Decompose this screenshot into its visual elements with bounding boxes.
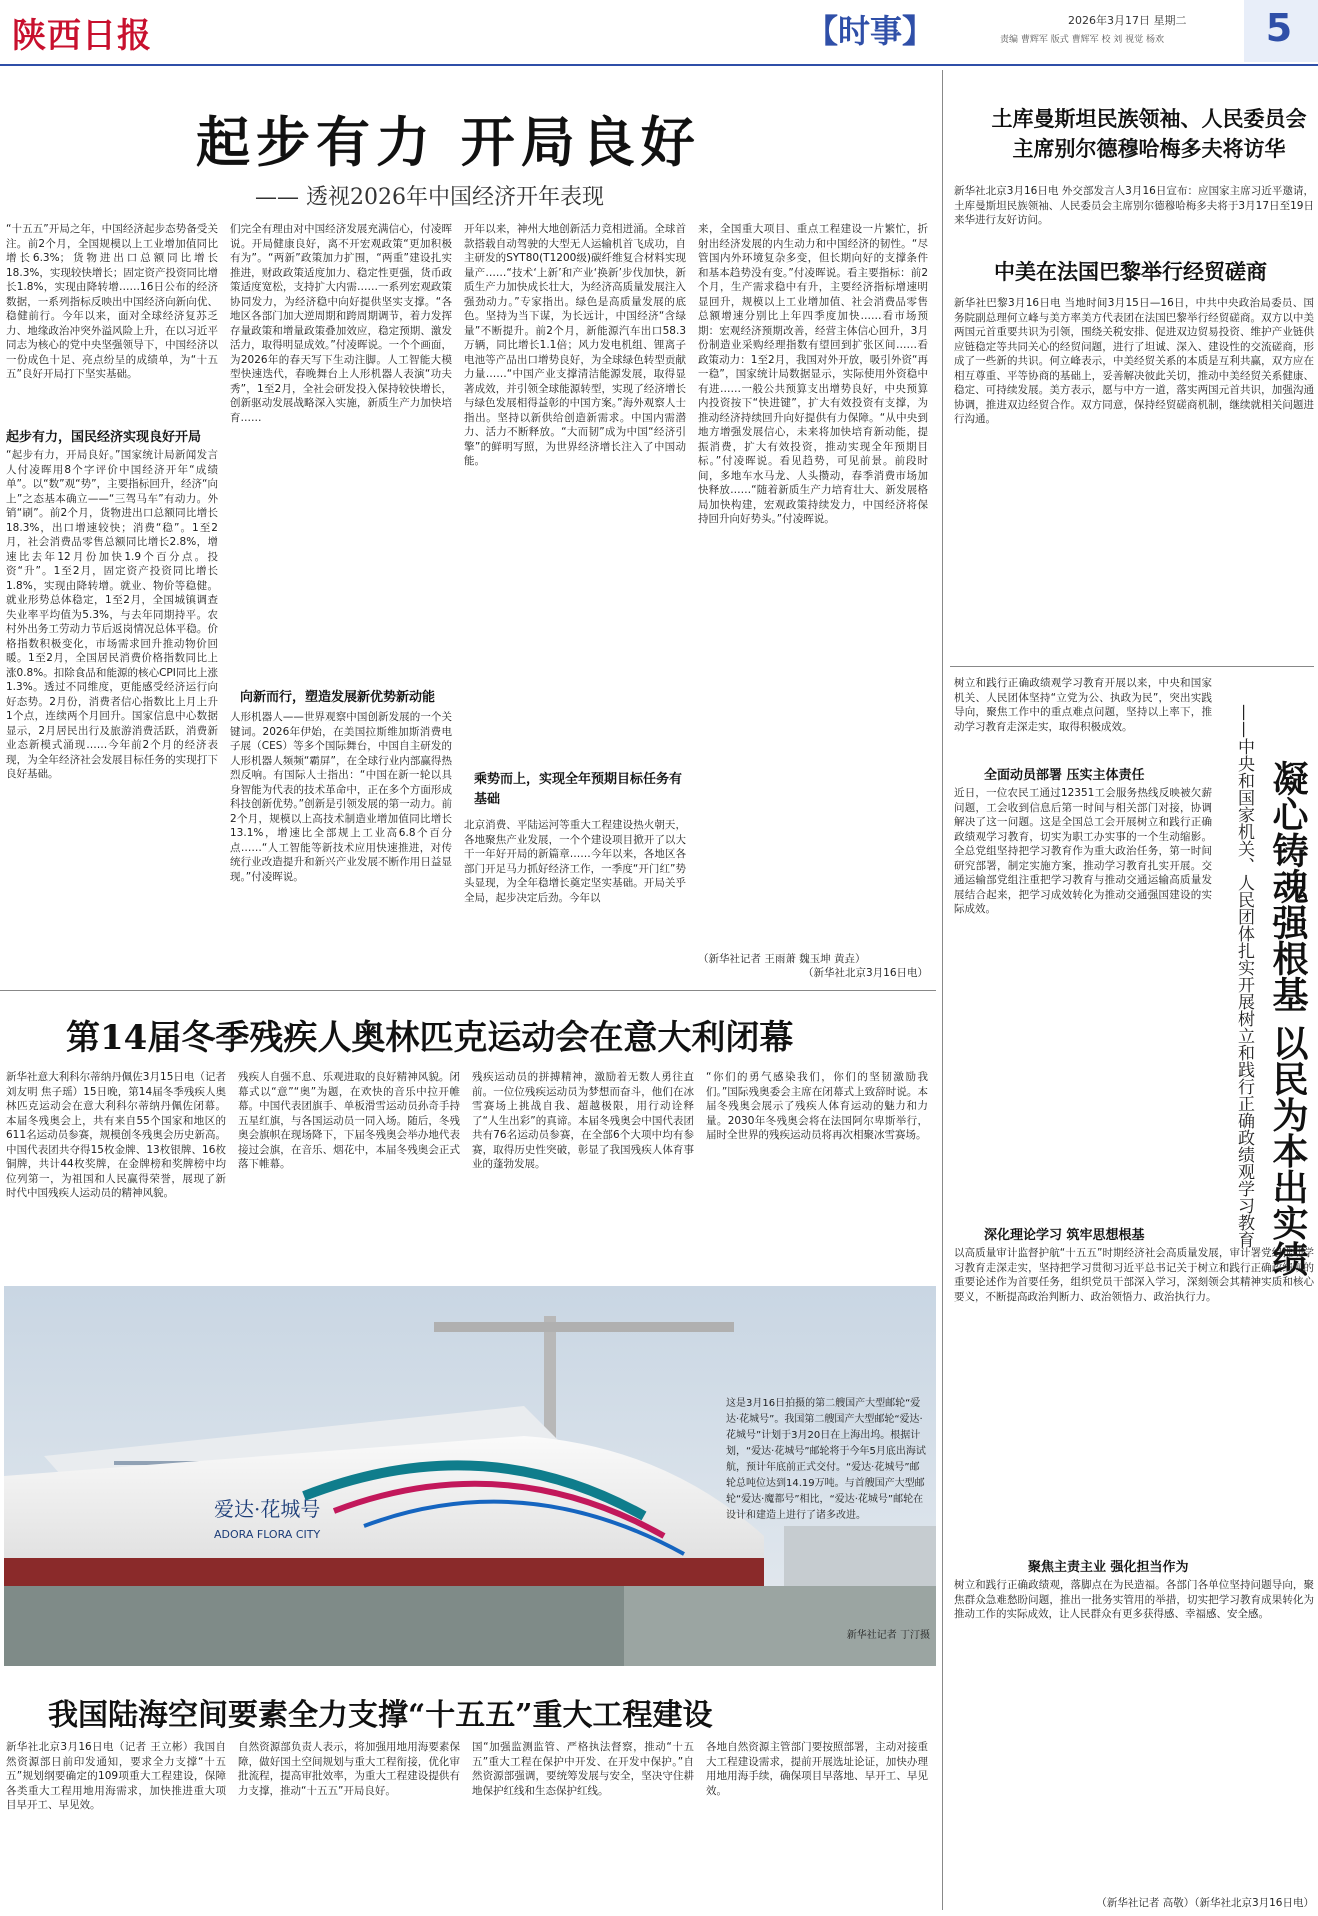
lead-headline: 起步有力 开局良好 — [196, 110, 701, 174]
lead-subhead-3: 乘势而上，实现全年预期目标任务有基础 — [474, 772, 683, 807]
lead-subhead-2: 向新而行，塑造发展新优势新动能 — [240, 690, 436, 705]
lead-byline: （新华社记者 王雨萧 魏玉坤 黄垚） — [698, 953, 866, 965]
paralympics-col4: “你们的勇气感染我们，你们的坚韧激励我们。”国际残奥委会主席在闭幕式上致辞时说。本届冬残奥会展示了残疾人体育运动的魅力和力量。2030年冬残奥会将在法国阿尔卑斯举行，届时全世界的残疾运动员将再次相聚冰雪赛场。 — [706, 1071, 928, 1141]
turkmenistan-headline: 土库曼斯坦民族领袖、人民委员会主席别尔德穆哈梅多夫将访华 — [991, 106, 1307, 161]
photo-credit: 新华社记者 丁汀摄 — [846, 1630, 930, 1641]
trade-talks-body: 新华社巴黎3月16日电 当地时间3月15日—16日，中共中央政治局委员、国务院副总理何立峰与美方率美方代表团在法国巴黎举行经贸磋商。双方以中美两国元首重要共识为引领，围绕关税安排、促进双边贸易投资、维护产业链供应链稳定等共同关心的经贸问题，进行了坦诚、深入、建设性的交流磋商，形成了一些新的共识。何立峰表示，中美经贸关系的本质是互利共赢，双方应在相互尊重、平等协商的基础上，妥善解决彼此关切，推动中美经贸关系健康、稳定、可持续发展。美方表示，愿与中方一道，落实两国元首共识，加强沟通协调，推进双边经贸合作。双方同意，保持经贸磋商机制，继续就相关问题进行沟通。 — [954, 297, 1314, 425]
hull-name-en: ADORA FLORA CITY — [214, 1528, 321, 1541]
feature-body-3: 以高质量审计监督护航“十五五”时期经济社会高质量发展，审计署党组推动学习教育走深走实，坚持把学习贯彻习近平总书记关于树立和践行正确政绩观的重要论述作为首要任务，组织党员干部深入学习，深刻领会其精神实质和核心要义，不断提高政治判断力、政治领悟力、政治执行力。 — [954, 1247, 1314, 1303]
feature-body-1: 树立和践行正确政绩观学习教育开展以来，中央和国家机关、人民团体坚持“立党为公、执政为民”，突出实践导向，聚焦工作中的重点难点问题，坚持以上率下，推动学习教育走深走实，取得积极成效。 — [954, 677, 1212, 733]
feature-byline: （新华社记者 高敬）（新华社北京3月16日电） — [1096, 1897, 1314, 1909]
feature-subhead-3: 聚焦主责主业 强化担当作为 — [1028, 1560, 1189, 1575]
section-tag: 【时事】 — [806, 12, 935, 50]
space-col3: 国“加强监测监管、严格执法督察，推动“十五五”重大工程在保护中开发、在开发中保护。”自然资源部强调，要统筹发展与安全，坚决守住耕地保护红线和生态保护红线。 — [472, 1741, 694, 1797]
lead-col2: 们完全有理由对中国经济发展充满信心，付凌晖说。开局健康良好，离不开宏观政策“更加积极有为”。“两新”政策加力扩围，“两重”建设扎实推进，财政政策适度加力、稳定性更强，货币政策适度宽松，支持扩大内需……一系列宏观政策协同发力，为经济稳中向好提供坚实支撑。“各地区各部门加大逆周期和跨周期调节，着力发挥存量政策和增量政策叠加效应，稳定预期、激发活力，取得明显成效。”付凌晖说。一个个画面，为2026年的春天写下生动注脚。人工智能大模型快速迭代，春晚舞台上人形机器人表演“功夫秀”，1至2月，全社会研发投入保持较快增长，创新驱动发展战略深入实施，新质生产力加快培育…… — [230, 223, 452, 424]
column-divider — [942, 70, 943, 1910]
feature-vertical-subtitle: ——中央和国家机关、人民团体扎实开展树立和践行正确政绩观学习教育 — [1234, 704, 1254, 1248]
feature-subhead-1: 全面动员部署 压实主体责任 — [984, 768, 1145, 783]
lead-subtitle: —— 透视2026年中国经济开年表现 — [255, 185, 604, 210]
paralympics-col2: 残疾人自强不息、乐观进取的良好精神风貌。闭幕式以“意”“奥”为题，在欢快的音乐中拉开帷幕。中国代表团旗手、单板滑雪运动员孙奇手持五星红旗，与各国运动员一同入场。随后，冬残奥会旗帜在现场降下，下届冬残奥会举办地代表接过会旗，在音乐、烟花中，本届冬残奥会正式落下帷幕。 — [238, 1071, 460, 1170]
lead-col3: 开年以来，神州大地创新活力竞相迸涌。全球首款搭载自动驾驶的大型无人运输机首飞成功，自主研发的SYT80(T1200级)碳纤维复合材料实现量产……“技术‘上新’和产业‘换新’步伐加快，新质生产力加快成长壮大，为经济高质量发展注入强劲动力。”专家指出。绿色是高质量发展的底色。坚持为当下谋，为长远计，中国经济“含绿量”不断提升。前2个月，新能源汽车出口58.3万辆，同比增长1.1倍；风力发电机组、锂离子电池等产品出口增势良好，为全球绿色转型贡献力量……“中国产业支撑清洁能源发展，取得显著成效，并引领全球能源转型，实现了经济增长与绿色发展相得益彰的中国方案。”海外观察人士指出。坚持以新供给创造新需求。中国内需潜力、活力不断释放。“大而韧”成为中国“经济引擎”的鲜明写照，为世界经济增长注入了中国动能。 — [464, 223, 686, 467]
turkmenistan-body: 新华社北京3月16日电 外交部发言人3月16日宣布：应国家主席习近平邀请，土库曼斯坦民族领袖、人民委员会主席别尔德穆哈梅多夫将于3月17日至19日来华进行友好访问。 — [954, 185, 1314, 226]
page-number: 5 — [1265, 6, 1293, 50]
feature-body-2: 近日，一位农民工通过12351工会服务热线反映被欠薪问题，工会收到信息后第一时间与相关部门对接，协调解决了这一问题。这是全国总工会开展树立和践行正确政绩观学习教育，切实为职工办实事的一个生动缩影。全总党组坚持把学习教育作为重大政治任务，第一时间研究部署，制定实施方案，推动学习教育扎实开展。交通运输部党组注重把学习教育与推动交通运输高质量发展结合起来，把学习成效转化为推动交通强国建设的实际成效。 — [954, 787, 1212, 915]
divider — [950, 666, 1314, 667]
paralympics-col3: 残疾运动员的拼搏精神，激励着无数人勇往直前。一位位残疾运动员为梦想而奋斗，他们在冰雪赛场上挑战自我、超越极限，用行动诠释了“人生出彩”的真谛。本届冬残奥会中国代表团共有76名运动员参赛，在全部6个大项中均有参赛，取得历史性突破，彰显了我国残疾人体育事业的蓬勃发展。 — [472, 1071, 694, 1170]
space-element-headline: 我国陆海空间要素全力支撑“十五五”重大工程建设 — [48, 1698, 713, 1733]
lead-col1b: “起步有力，开局良好。”国家统计局新闻发言人付凌晖用8个字评价中国经济开年“成绩单”。以“数”观“势”，主要指标回升，经济“向上”之态基本确立——“三驾马车”有动力。外销“刷”。前2个月，货物进出口总额同比增长18.3%，出口增速较快；消费“稳”。1至2月，社会消费品零售总额同比增长2.8%，增速比去年12月份加快1.9个百分点。投资“升”。1至2月，固定资产投资同比增长1.8%，实现由降转增。就业、物价等稳健。就业形势总体稳定，1至2月，全国城镇调查失业率平均值为5.3%，与去年同期持平。农村外出务工劳动力节后返岗情况总体平稳。价格指数积极变化，市场需求回升推动物价回暖。1至2月，全国居民消费价格指数同比上涨0.8%。扣除食品和能源的核心CPI同比上涨1.3%。透过不同维度，更能感受经济运行向好态势。2月份，消费者信心指数比上月上升1个点，连续两个月回升。国家信息中心数据显示，2月居民出行及旅游消费活跃，消费新业态新模式涌现……今年前2个月的经济表现，为全年经济社会发展目标任务的实现打下良好基础。 — [6, 449, 218, 780]
space-col1: 新华社北京3月16日电（记者 王立彬）我国自然资源部日前印发通知，要求全力支撑“十五五”规划纲要确定的109项重大工程建设，保障各类重大工程用地用海需求，加快推进重大项目早开工、早见效。 — [6, 1741, 226, 1811]
lead-col3b: 北京消费、平陆运河等重大工程建设热火朝天，各地聚焦产业发展，一个个建设项目掀开了以大干一年好开局的新篇章……今年以来，各地区各部门开足马力抓好经济工作，一季度“开门红”势头显现，为全年稳增长奠定坚实基础。开局关乎全局，起步决定后劲。今年以 — [464, 819, 686, 904]
lead-col1: “十五五”开局之年，中国经济起步态势备受关注。前2个月，全国规模以上工业增加值同比增长6.3%；货物进出口总额同比增长18.3%，实现较快增长；固定资产投资同比增长1.8%，实现由降转增……16日公布的经济数据，一系列指标反映出中国经济向新向优、稳健前行。今年以来，面对全球经济复苏乏力、地缘政治冲突外溢风险上升，在以习近平同志为核心的党中央坚强领导下，中国经济以一份成色十足、亮点纷呈的成绩单，为“十五五”良好开局打下坚实基础。 — [6, 223, 218, 380]
feature-vertical-headline: 凝心铸魂强根基 以民为本出实绩 — [1267, 760, 1309, 1277]
feature-body-4: 树立和践行正确政绩观，落脚点在为民造福。各部门各单位坚持问题导向，聚焦群众急难愁盼问题，推出一批务实管用的举措，切实把学习教育成果转化为推动工作的实际成效，让人民群众有更多获得感、幸福感、安全感。 — [954, 1579, 1314, 1620]
editors-line: 责编 曹辉军 版式 曹辉军 校 刘 视觉 杨欢 — [1000, 35, 1165, 45]
paralympics-col1: 新华社意大利科尔蒂纳丹佩佐3月15日电（记者 刘友明 焦子瑶）15日晚，第14届冬季残疾人奥林匹克运动会在意大利科尔蒂纳丹佩佐闭幕。本届冬残奥会上，共有来自55个国家和地区的611名运动员参赛，规模创冬残奥会历史新高。中国代表团共夺得15枚金牌、13枚银牌、16枚铜牌，共计44枚奖牌，在金牌榜和奖牌榜中均位列第一，为祖国和人民赢得荣誉，展现了新时代中国残疾人运动员的精神风貌。 — [6, 1071, 226, 1199]
divider — [0, 990, 936, 991]
feature-subhead-2: 深化理论学习 筑牢思想根基 — [984, 1228, 1145, 1243]
trade-talks-headline: 中美在法国巴黎举行经贸磋商 — [994, 259, 1267, 284]
space-col2: 自然资源部负责人表示，将加强用地用海要素保障，做好国土空间规划与重大工程衔接，优化审批流程，提高审批效率，为重大工程建设提供有力支撑，推动“十五五”开局良好。 — [238, 1741, 460, 1797]
photo-caption: 这是3月16日拍摄的第二艘国产大型邮轮“爱达·花城号”。我国第二艘国产大型邮轮“爱达·花城号”计划于3月20日在上海出坞。根据计划，“爱达·花城号”邮轮将于今年5月底出海试航，预计年底前正式交付。“爱达·花城号”邮轮总吨位达到14.19万吨。与首艘国产大型邮轮“爱达·魔都号”相比，“爱达·花城号”邮轮在设计和建造上进行了诸多改进。 — [726, 1398, 926, 1521]
lead-dateline: （新华社北京3月16日电） — [802, 967, 928, 979]
lead-subhead-1: 起步有力，国民经济实现良好开局 — [6, 430, 202, 445]
hull-name: 爱达·花城号 — [214, 1497, 321, 1521]
masthead — [0, 0, 1318, 66]
issue-date: 2026年3月17日 星期二 — [1068, 14, 1187, 27]
lead-col4: 来，全国重大项目、重点工程建设一片繁忙，折射出经济发展的内生动力和中国经济的韧性。“尽管国内外环境复杂多变，但长期向好的支撑条件和基本趋势没有变。”付凌晖说。看主要指标：前2个月，生产需求稳中有升，主要经济指标增速明显回升，规模以上工业增加值、社会消费品零售总额增速分别比上年四季度加快……看市场预期：宏观经济预期改善，经营主体信心回升，3月份制造业采购经理指数有望回到扩张区间……看政策动力：1至2月，我国对外开放，吸引外资“再一稳”，国家统计局数据显示，实际使用外资稳中有进……一般公共预算支出增势良好，中央预算内投资按下“快进键”，扩大有效投资有支撑，为推动经济持续回升向好提供有力保障。“从中央到地方增强发展信心，未来将加快培育新动能，提振消费，扩大有效投资，推动实现全年预期目标。”付凌晖说。看见趋势，可见前景。前段时间，多地车水马龙、人头攒动，春季消费市场加快释放……“随着新质生产力培育壮大、新发展格局加快构建，宏观政策持续发力，中国经济将保持回升向好势头。”付凌晖说。 — [698, 223, 928, 525]
paralympics-headline: 第14届冬季残疾人奥林匹克运动会在意大利闭幕 — [66, 1018, 794, 1058]
newspaper-logo: 陕西日报 — [12, 16, 152, 56]
space-col4: 各地自然资源主管部门要按照部署，主动对接重大工程建设需求，提前开展选址论证，加快办理用地用海手续，确保项目早落地、早开工、早见效。 — [706, 1741, 928, 1797]
lead-col2b: 人形机器人——世界观察中国创新发展的一个关键词。2026年伊始，在美国拉斯维加斯消费电子展（CES）等多个国际舞台，中国自主研发的人形机器人频频“霸屏”，在全球行业内部赢得热烈反响。有国际人士指出：“中国在新一轮以具身智能为代表的技术革命中，正在多个方面形成科技创新优势。”创新是引领发展的第一动力。前2个月，规模以上高技术制造业增加值同比增长13.1%，增速比全部规上工业高6.8个百分点……“人工智能等新技术应用快速推进，对传统行业改造提升和新兴产业发展不断作用日益显现。”付凌晖说。 — [230, 711, 452, 883]
